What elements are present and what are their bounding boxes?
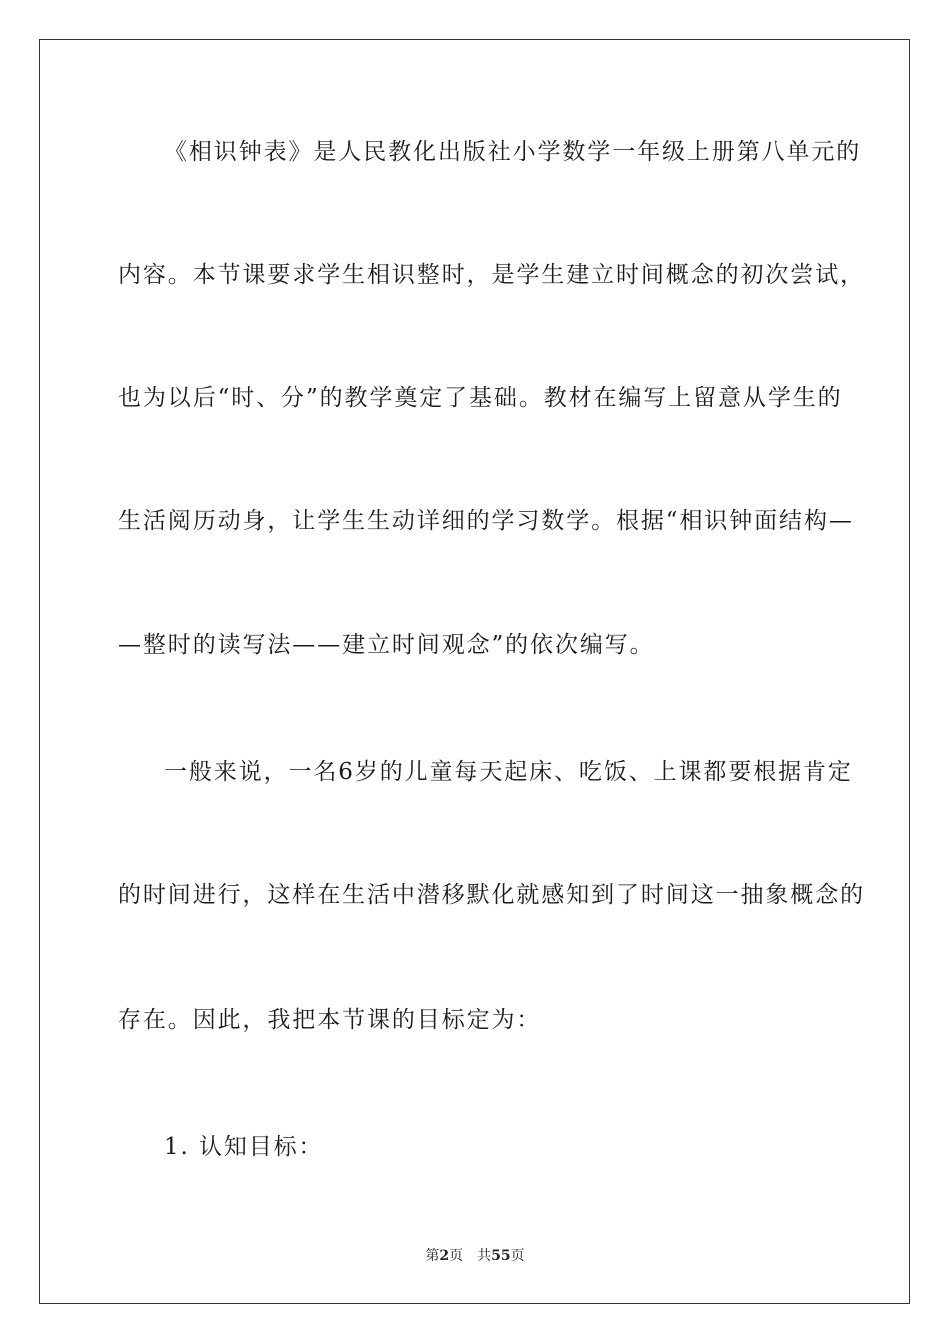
paragraph-2-line-1: 一般来说，一名6岁的儿童每天起床、吃饭、上课都要根据肯定 <box>164 759 853 785</box>
paragraph-1-line-2: 内容。本节课要求学生相识整时，是学生建立时间概念的初次尝试， <box>118 262 865 288</box>
page-border <box>39 39 910 1304</box>
footer-total-prefix: 共 <box>477 1248 492 1264</box>
list-item-cognitive-goal: 1. 认知目标： <box>164 1134 324 1160</box>
paragraph-1-line-1: 《相识钟表》是人民教化出版社小学数学一年级上册第八单元的 <box>164 139 862 165</box>
paragraph-2-line-2: 的时间进行，这样在生活中潜移默化就感知到了时间这一抽象概念的 <box>118 882 865 908</box>
footer-page-number: 2 <box>439 1248 450 1264</box>
paragraph-1-line-4: 生活阅历动身，让学生生动详细的学习数学。根据“相识钟面结构— <box>118 508 854 534</box>
footer-total-suffix: 页 <box>510 1248 525 1264</box>
paragraph-2-line-3: 存在。因此，我把本节课的目标定为： <box>118 1007 542 1033</box>
page-footer <box>0 1246 950 1266</box>
footer-page-suffix: 页 <box>449 1248 464 1264</box>
paragraph-1-line-3: 也为以后“时、分”的教学奠定了基础。教材在编写上留意从学生的 <box>118 385 843 411</box>
paragraph-1-line-5: —整时的读写法——建立时间观念”的依次编写。 <box>118 632 655 658</box>
footer-page-prefix: 第 <box>425 1248 440 1264</box>
footer-total-pages: 55 <box>491 1248 511 1264</box>
